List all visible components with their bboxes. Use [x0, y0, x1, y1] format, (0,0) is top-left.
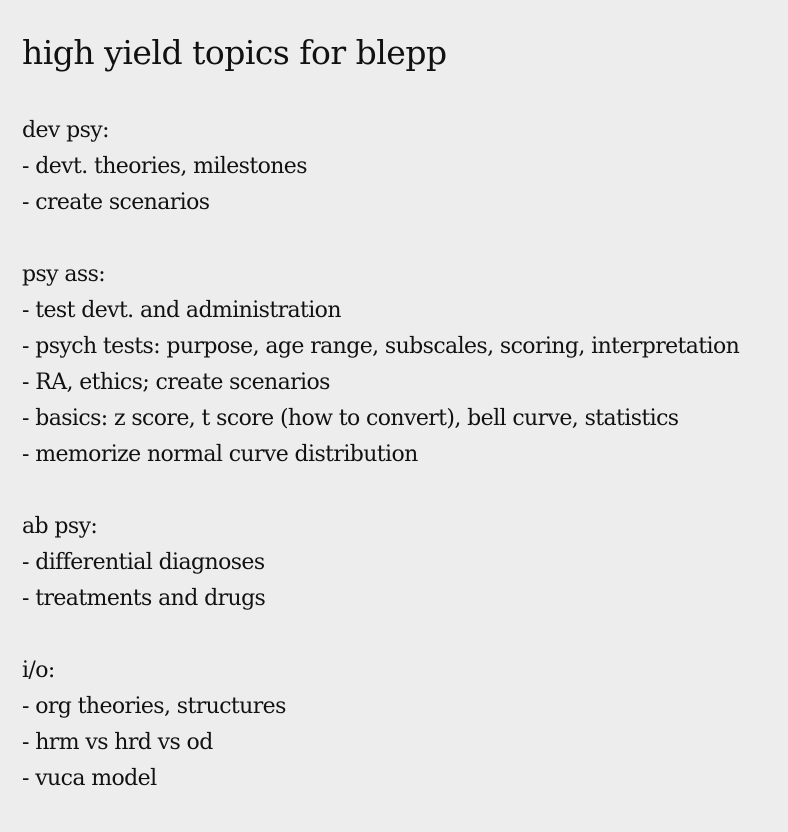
note-title: high yield topics for blepp [22, 33, 447, 72]
section-ab-psy [22, 509, 788, 617]
list-item: - hrm vs hrd vs od [22, 730, 213, 755]
section-heading: dev psy: [22, 118, 109, 143]
list-item: - org theories, structures [22, 694, 286, 719]
list-item: - differential diagnoses [22, 550, 265, 575]
section-heading: psy ass: [22, 262, 106, 287]
list-item: - treatments and drugs [22, 586, 266, 611]
list-item: - test devt. and administration [22, 298, 341, 323]
list-item: - basics: z score, t score (how to convert), bell curve, statistics [22, 406, 679, 431]
section-dev-psy [22, 113, 788, 221]
list-item: - psych tests: purpose, age range, subscales, scoring, interpretation [22, 334, 740, 359]
list-item: - vuca model [22, 766, 157, 791]
list-item: - create scenarios [22, 190, 210, 215]
section-heading: ab psy: [22, 514, 98, 539]
section-heading: i/o: [22, 658, 55, 683]
list-item: - RA, ethics; create scenarios [22, 370, 330, 395]
list-item: - memorize normal curve distribution [22, 442, 418, 467]
section-psy-ass [22, 257, 788, 473]
section-io [22, 653, 788, 797]
list-item: - devt. theories, milestones [22, 154, 307, 179]
